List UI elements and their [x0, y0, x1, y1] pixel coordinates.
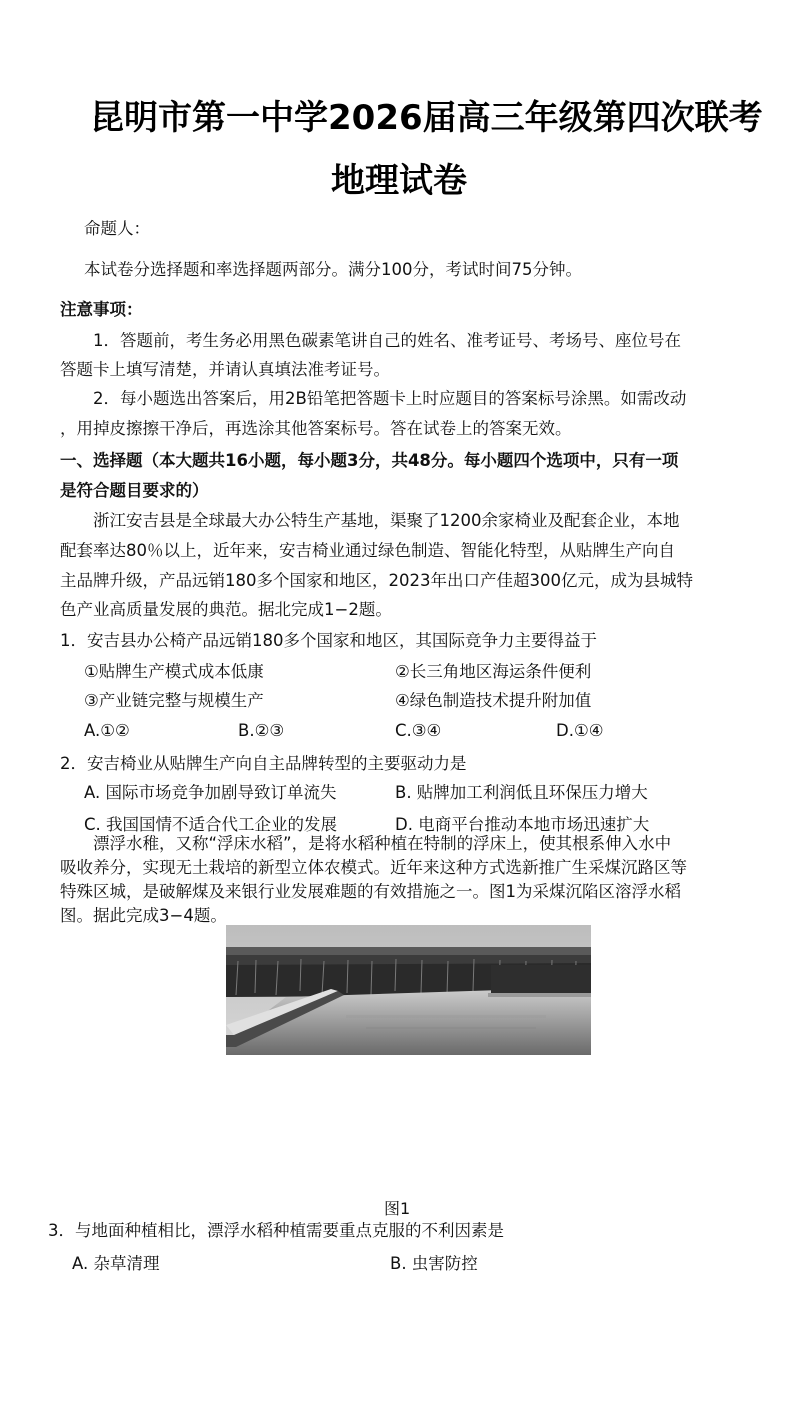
question-1-stem: 1．安吉县办公椅产品远销180多个国家和地区，其国际竞争力主要得益于: [60, 631, 597, 650]
passage-1-line-2: 配套率达80％以上，近年来，安吉椅业通过绿色制造、智能化特型，从贴牌生产向自: [60, 541, 675, 560]
question-1-option-b: B.②③: [238, 721, 285, 740]
notes-heading: 注意事项：: [60, 300, 143, 319]
question-1-statement-4: ④绿色制造技术提升附加值: [395, 691, 592, 710]
question-3-option-b: B. 虫害防控: [390, 1254, 478, 1273]
note-item-2-line-1: 2．每小题选出答案后，用2B铅笔把答题卡上时应题目的答案标号涂黑。如需改动: [93, 389, 687, 408]
exam-title: 昆明市第一中学2026届高三年级第四次联考: [90, 98, 763, 138]
passage-2-line-1: 漂浮水稚，又称“浮床水稻”，是将水稻种植在特制的浮床上，使其根系伸入水中: [93, 834, 672, 853]
section-heading-line-2: 是符合题目要求的）: [60, 481, 209, 500]
note-item-1-line-2: 答题卡上填写清楚，并请认真填法准考证号。: [60, 360, 390, 379]
floating-rice-photo: [226, 925, 591, 1055]
question-1-statement-3: ③产业链完整与规模生产: [84, 691, 264, 710]
passage-1-line-4: 色产业高质量发展的典范。据北完成1−2题。: [60, 600, 392, 619]
question-2-option-b: B. 贴牌加工利润低且环保压力增大: [395, 783, 648, 802]
passage-2-line-3: 特殊区城，是破解煤及来银行业发展难题的有效措施之一。图1为采煤沉陷区溶浮水稻: [60, 882, 681, 901]
note-item-1-line-1: 1．答题前，考生务必用黑色碳素笔讲自己的姓名、准考证号、考场号、座位号在: [93, 331, 681, 350]
figure-caption: 图1: [384, 1199, 411, 1218]
question-2-stem: 2．安吉椅业从贴牌生产向自主品牌转型的主要驱动力是: [60, 754, 467, 773]
question-1-statement-1: ①贴牌生产模式成本低康: [84, 662, 264, 681]
note-item-2-line-2: ，用掉皮擦擦干净后，再选涂其他答案标号。答在试卷上的答案无效。: [60, 419, 572, 438]
author-line: 命题人：: [84, 219, 150, 238]
question-1-option-d: D.①④: [556, 721, 604, 740]
question-1-option-a: A.①②: [84, 721, 130, 740]
question-2-option-d: D. 电商平台推动本地市场迅速扩大: [395, 815, 650, 834]
passage-1-line-1: 浙江安吉县是全球最大办公特生产基地，渠聚了1200余家椅业及配套企业，本地: [93, 511, 680, 530]
question-2-option-c: C. 我国国情不适合代工企业的发展: [84, 815, 338, 834]
question-1-option-c: C.③④: [395, 721, 442, 740]
question-3-stem: 3．与地面种植相比，漂浮水稻种植需要重点克服的不利因素是: [48, 1221, 504, 1240]
question-2-option-a: A. 国际市场竞争加剧导致订单流失: [84, 783, 337, 802]
section-heading-line-1: 一、选择题（本大题共16小题，每小题3分，共48分。每小题四个选项中，只有一项: [60, 451, 679, 470]
question-3-option-a: A. 杂草清理: [72, 1254, 160, 1273]
passage-1-line-3: 主品牌升级，产品远销180多个国家和地区，2023年出口产佳超300亿元，成为县城特: [60, 571, 693, 590]
passage-2-line-2: 吸收养分，实现无土栽培的新型立体农模式。近年来这种方式选新推广生采煤沉路区等: [60, 858, 687, 877]
exam-subtitle: 地理试卷: [331, 161, 467, 201]
passage-2-line-4: 图。据此完成3−4题。: [60, 906, 227, 925]
intro-line: 本试卷分选择题和率选择题两部分。满分100分，考试时间75分钟。: [84, 260, 582, 279]
question-1-statement-2: ②长三角地区海运条件便利: [395, 662, 592, 681]
